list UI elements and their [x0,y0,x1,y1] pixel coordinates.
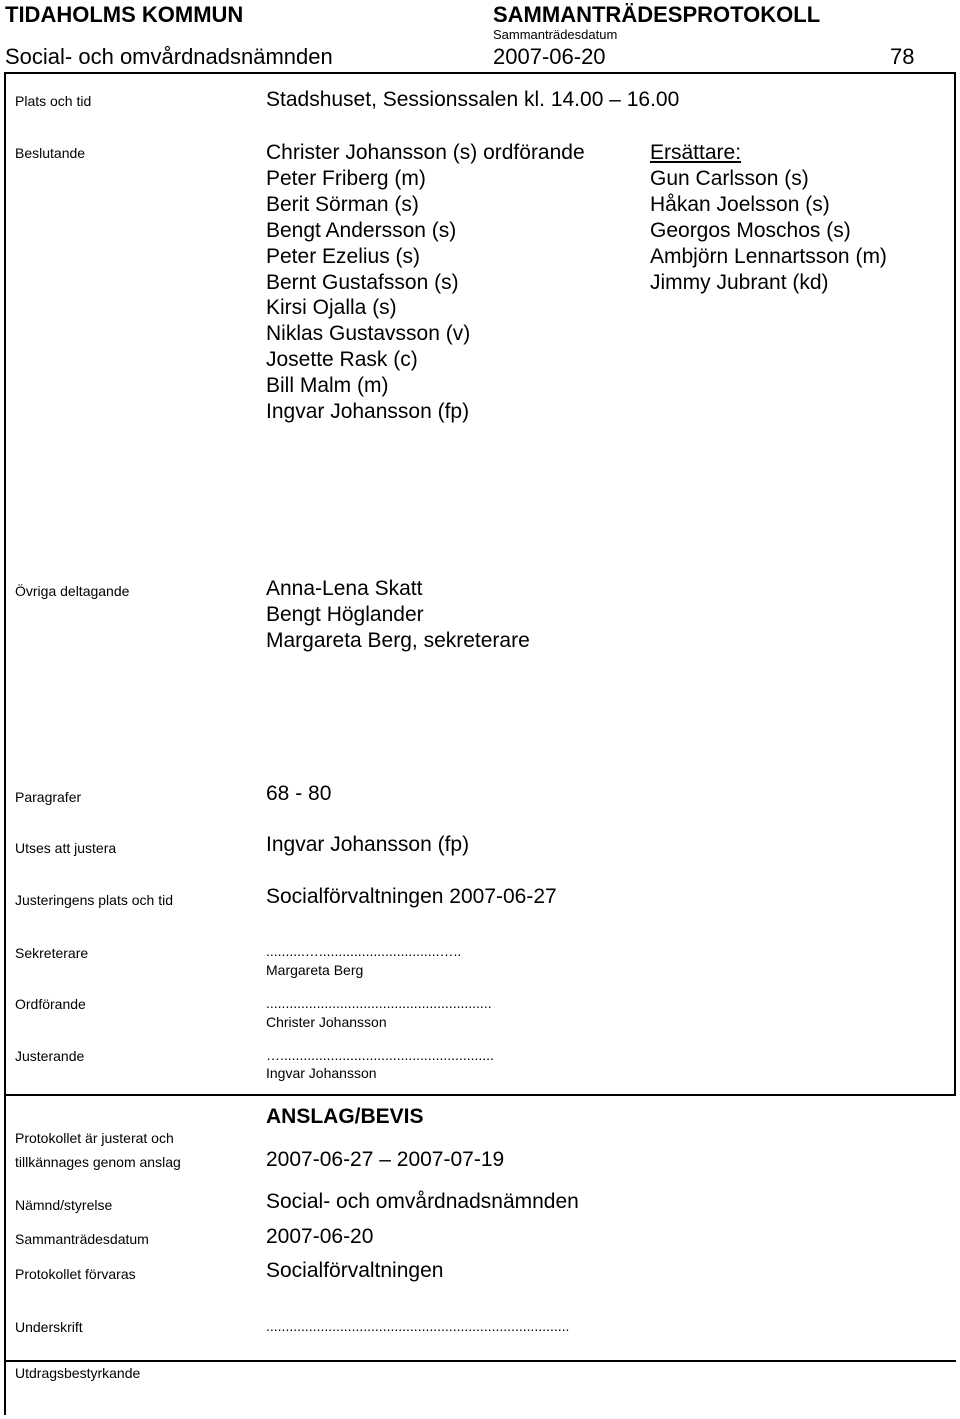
extract-divider [4,1360,956,1362]
substitutes-list [650,140,887,295]
posted-label-2: tillkännages genom anslag [15,1154,181,1170]
signature-name: Christer Johansson [266,1014,387,1030]
signature-line: .......................................................... [266,995,492,1011]
substitutes-heading: Ersättare: [650,141,742,164]
posted-period: 2007-06-27 – 2007-07-19 [266,1148,505,1171]
member: Bernt Gustafsson (s) [266,270,459,294]
place-value: Stadshuset, Sessionssalen kl. 14.00 – 16.00 [266,88,680,111]
members-list [266,140,585,425]
right-border [954,72,956,1096]
notice-date-value: 2007-06-20 [266,1225,374,1248]
page-number: 78 [890,44,915,69]
left-border [4,72,6,1415]
signature-role: Justerande [15,1048,85,1064]
storage-value: Socialförvaltningen [266,1259,444,1282]
posted-label-1: Protokollet är justerat och [15,1130,174,1146]
extract-label: Utdragsbestyrkande [15,1365,141,1381]
signature-line: ..........…...............................….. [266,943,462,959]
member: Ingvar Johansson (fp) [266,400,470,424]
member: Peter Friberg (m) [266,166,426,190]
member: Peter Ezelius (s) [266,244,421,268]
member: Niklas Gustavsson (v) [266,322,471,346]
org-name: TIDAHOLMS KOMMUN [5,2,244,27]
paragraphs-value: 68 - 80 [266,782,332,805]
others-label: Övriga deltagande [15,583,130,599]
notice-date-label: Sammanträdesdatum [15,1231,149,1247]
meeting-date: 2007-06-20 [493,44,606,69]
board-name: Social- och omvårdnadsnämnden [5,44,333,69]
member: Berit Sörman (s) [266,192,419,216]
storage-label: Protokollet förvaras [15,1266,136,1282]
signature-role: Ordförande [15,996,86,1012]
signature-line: …....................................................... [266,1047,494,1063]
members-label: Beslutande [15,145,86,161]
other-participant: Margareta Berg, sekreterare [266,628,530,652]
others-list [266,576,530,654]
adjust-label: Utses att justera [15,840,117,856]
member: Christer Johansson (s) ordförande [266,141,585,164]
underskrift-label: Underskrift [15,1319,83,1335]
adjust-place-value: Socialförvaltningen 2007-06-27 [266,885,557,908]
signature-name: Margareta Berg [266,962,364,978]
document-type: SAMMANTRÄDESPROTOKOLL [493,2,821,27]
member: Bill Malm (m) [266,374,389,398]
other-participant: Anna-Lena Skatt [266,577,423,600]
notice-board-label: Nämnd/styrelse [15,1197,113,1213]
substitute: Georgos Moschos (s) [650,218,851,242]
other-participant: Bengt Höglander [266,602,424,626]
adjust-value: Ingvar Johansson (fp) [266,833,470,856]
notice-divider [4,1094,956,1096]
underskrift-line: .............................................................................. [266,1318,570,1334]
substitute: Håkan Joelsson (s) [650,192,830,216]
notice-board-value: Social- och omvårdnadsnämnden [266,1190,579,1213]
place-label: Plats och tid [15,93,92,109]
substitute: Gun Carlsson (s) [650,166,809,190]
member: Bengt Andersson (s) [266,218,457,242]
paragraphs-label: Paragrafer [15,789,82,805]
substitute: Ambjörn Lennartsson (m) [650,244,887,268]
date-label: Sammanträdesdatum [493,27,618,42]
top-border [4,72,956,74]
member: Josette Rask (c) [266,348,418,372]
signature-role: Sekreterare [15,945,89,961]
notice-title: ANSLAG/BEVIS [266,1105,424,1128]
adjust-place-label: Justeringens plats och tid [15,892,173,908]
member: Kirsi Ojalla (s) [266,296,397,320]
signature-name: Ingvar Johansson [266,1065,377,1081]
substitute: Jimmy Jubrant (kd) [650,270,829,294]
